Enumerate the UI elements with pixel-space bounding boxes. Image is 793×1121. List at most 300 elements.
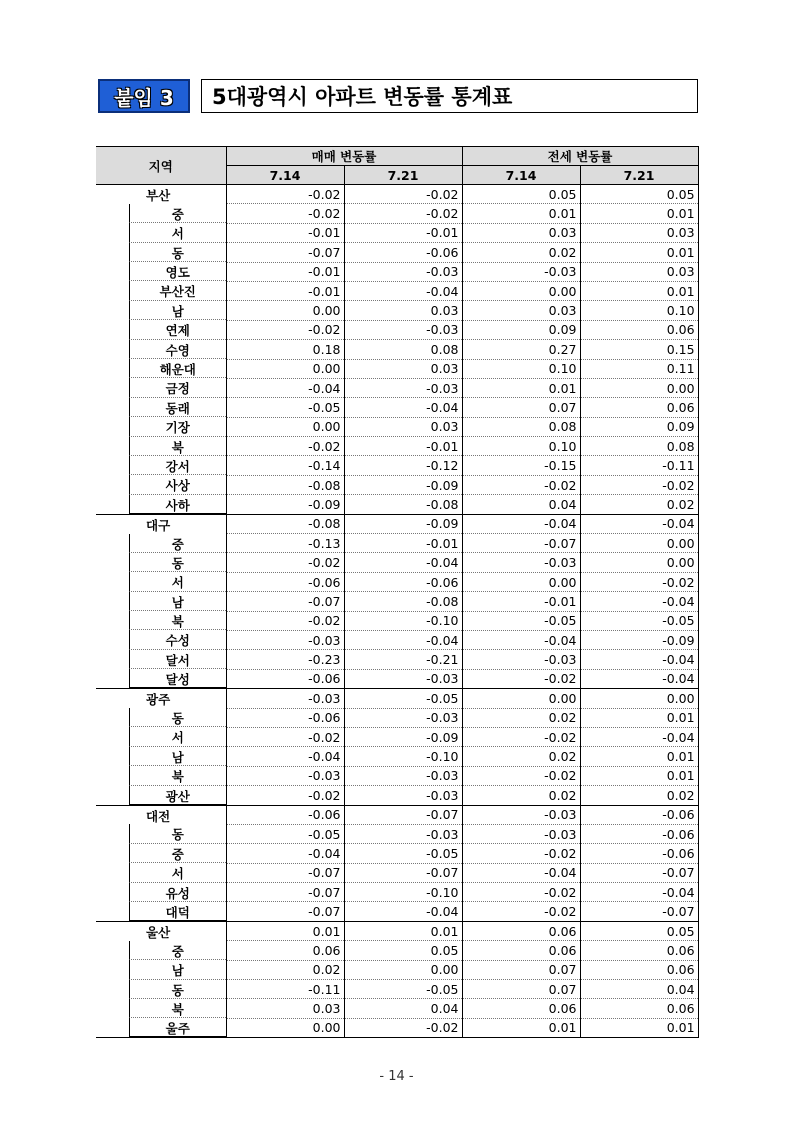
value-cell: -0.01 [226,281,344,300]
value-cell: 0.08 [344,340,462,359]
value-cell: -0.01 [226,223,344,242]
value-cell: -0.03 [226,630,344,649]
value-cell: 0.01 [226,921,344,940]
value-cell: 0.15 [580,340,698,359]
value-cell: 0.00 [226,1018,344,1037]
district-row [96,243,698,262]
district-cell [96,844,226,863]
apartment-change-rate-table [96,146,699,1038]
value-cell: -0.02 [462,766,580,785]
value-cell: -0.04 [226,378,344,397]
value-cell: -0.04 [344,902,462,921]
value-cell: -0.07 [580,863,698,882]
value-cell: -0.02 [226,320,344,339]
value-cell: 0.00 [462,281,580,300]
district-cell [96,359,226,378]
value-cell: -0.01 [462,592,580,611]
city-name: 대구 [146,517,171,533]
title-row [98,79,698,113]
value-cell: 0.06 [462,999,580,1018]
value-cell: -0.02 [462,902,580,921]
value-cell: -0.03 [344,766,462,785]
value-cell: 0.05 [580,185,698,204]
value-cell: -0.02 [226,437,344,456]
value-cell: -0.02 [462,844,580,863]
district-row [96,281,698,300]
value-cell: 0.00 [580,534,698,553]
district-name: 남 [171,749,184,765]
value-cell: -0.04 [580,669,698,688]
district-name: 유성 [165,885,190,901]
district-row [96,475,698,494]
district-name: 해운대 [159,362,196,378]
district-name: 중 [171,206,184,222]
district-cell [96,417,226,436]
district-name: 동 [171,982,184,998]
district-name: 강서 [165,458,190,474]
date-header: 7.14 [462,166,580,185]
district-name: 남 [171,963,184,979]
value-cell: -0.04 [344,398,462,417]
value-cell: 0.04 [344,999,462,1018]
district-name: 남 [171,594,184,610]
district-cell [96,223,226,242]
city-row [96,185,698,204]
value-cell: -0.07 [226,243,344,262]
district-cell [96,592,226,611]
value-cell: -0.07 [226,902,344,921]
district-row [96,378,698,397]
district-name: 동래 [165,400,190,416]
value-cell: -0.06 [580,824,698,843]
value-cell: -0.02 [226,204,344,223]
date-header: 7.21 [580,166,698,185]
value-cell: -0.04 [344,630,462,649]
value-cell: 0.07 [462,980,580,999]
region-header: 지역 [96,147,226,185]
district-row [96,650,698,669]
district-cell [96,999,226,1018]
district-cell [96,301,226,320]
district-name: 금정 [165,381,190,397]
value-cell: 0.01 [580,708,698,727]
district-row [96,437,698,456]
district-row [96,553,698,572]
city-cell [96,921,226,940]
district-cell [96,1018,226,1037]
district-name: 기장 [165,420,190,436]
district-row [96,534,698,553]
district-cell [96,340,226,359]
value-cell: -0.03 [344,708,462,727]
value-cell: -0.03 [344,262,462,281]
value-cell: -0.02 [344,204,462,223]
district-row [96,320,698,339]
value-cell: -0.03 [462,824,580,843]
value-cell: -0.10 [344,747,462,766]
value-cell: -0.01 [344,437,462,456]
value-cell: -0.05 [580,611,698,630]
city-row [96,514,698,533]
value-cell: 0.03 [344,301,462,320]
value-cell: -0.06 [344,572,462,591]
district-cell [96,747,226,766]
city-cell [96,514,226,533]
page-title: 5대광역시 아파트 변동률 통계표 [201,79,698,113]
district-row [96,708,698,727]
value-cell: 0.02 [462,243,580,262]
district-cell [96,262,226,281]
district-name: 연제 [165,323,190,339]
district-row [96,766,698,785]
appendix-badge: 붙임 3 [98,79,190,113]
value-cell: -0.06 [344,243,462,262]
district-row [96,1018,698,1037]
district-row [96,592,698,611]
district-cell [96,960,226,979]
value-cell: 0.03 [580,223,698,242]
value-cell: 0.03 [462,223,580,242]
value-cell: -0.07 [580,902,698,921]
district-name: 사상 [165,478,190,494]
value-cell: 0.01 [462,204,580,223]
value-cell: -0.06 [226,805,344,824]
value-cell: 0.06 [226,941,344,960]
district-cell [96,669,226,688]
value-cell: 0.04 [462,495,580,514]
district-row [96,727,698,746]
value-cell: 0.03 [226,999,344,1018]
district-name: 북 [171,769,184,785]
city-cell [96,185,226,204]
district-cell [96,824,226,843]
district-name: 동 [171,827,184,843]
district-name: 부산진 [159,284,196,300]
value-cell: 0.00 [344,960,462,979]
value-cell: -0.13 [226,534,344,553]
value-cell: -0.04 [580,883,698,902]
city-row [96,805,698,824]
value-cell: 0.05 [580,921,698,940]
value-cell: -0.02 [226,727,344,746]
value-cell: 0.06 [462,921,580,940]
district-cell [96,980,226,999]
date-header: 7.14 [226,166,344,185]
value-cell: -0.02 [462,727,580,746]
value-cell: -0.09 [580,630,698,649]
district-cell [96,398,226,417]
value-cell: -0.04 [344,553,462,572]
value-cell: 0.01 [580,204,698,223]
district-name: 서 [171,866,184,882]
district-cell [96,572,226,591]
value-cell: 0.06 [580,960,698,979]
value-cell: -0.07 [226,883,344,902]
value-cell: -0.04 [462,863,580,882]
district-name: 달성 [165,672,190,688]
date-header: 7.21 [344,166,462,185]
value-cell: -0.05 [344,980,462,999]
district-cell [96,534,226,553]
value-cell: -0.03 [344,824,462,843]
city-row [96,689,698,708]
city-name: 부산 [146,188,171,203]
district-row [96,863,698,882]
district-row [96,223,698,242]
value-cell: -0.23 [226,650,344,669]
district-name: 울주 [165,1021,190,1037]
value-cell: -0.07 [226,863,344,882]
district-cell [96,786,226,805]
value-cell: 0.03 [580,262,698,281]
district-row [96,883,698,902]
value-cell: -0.03 [462,262,580,281]
value-cell: 0.01 [580,766,698,785]
value-cell: -0.02 [226,786,344,805]
value-cell: -0.04 [580,592,698,611]
value-cell: 0.03 [462,301,580,320]
district-row [96,572,698,591]
district-name: 중 [171,846,184,862]
district-cell [96,630,226,649]
value-cell: -0.08 [344,592,462,611]
district-cell [96,902,226,921]
district-name: 수성 [165,633,190,649]
value-cell: -0.05 [462,611,580,630]
value-cell: -0.03 [344,378,462,397]
city-row [96,921,698,940]
value-cell: 0.08 [462,417,580,436]
value-cell: -0.02 [462,475,580,494]
value-cell: -0.03 [226,689,344,708]
value-cell: 0.09 [462,320,580,339]
value-cell: -0.04 [226,747,344,766]
value-cell: -0.08 [226,475,344,494]
district-row [96,824,698,843]
value-cell: 0.06 [580,999,698,1018]
value-cell: -0.03 [344,320,462,339]
value-cell: 0.00 [226,301,344,320]
value-cell: -0.06 [226,708,344,727]
district-name: 북 [171,1001,184,1017]
value-cell: -0.08 [344,495,462,514]
value-cell: 0.01 [580,747,698,766]
value-cell: -0.06 [580,844,698,863]
sale-rate-header: 매매 변동률 [226,147,462,166]
value-cell: -0.04 [226,844,344,863]
district-cell [96,650,226,669]
district-cell [96,437,226,456]
value-cell: -0.03 [462,805,580,824]
value-cell: -0.09 [226,495,344,514]
value-cell: 0.02 [462,786,580,805]
district-name: 서 [171,575,184,591]
value-cell: 0.04 [580,980,698,999]
value-cell: -0.02 [462,669,580,688]
district-name: 중 [171,943,184,959]
district-cell [96,727,226,746]
district-name: 서 [171,226,184,242]
value-cell: 0.05 [344,941,462,960]
value-cell: 0.08 [580,437,698,456]
value-cell: -0.21 [344,650,462,669]
value-cell: 0.01 [462,378,580,397]
city-cell [96,689,226,708]
value-cell: 0.27 [462,340,580,359]
district-row [96,611,698,630]
district-cell [96,204,226,223]
value-cell: -0.06 [580,805,698,824]
value-cell: 0.10 [580,301,698,320]
value-cell: -0.07 [462,534,580,553]
value-cell: -0.06 [226,669,344,688]
value-cell: -0.06 [226,572,344,591]
district-cell [96,281,226,300]
value-cell: 0.10 [462,359,580,378]
district-row [96,204,698,223]
district-cell [96,378,226,397]
value-cell: -0.03 [462,650,580,669]
value-cell: 0.01 [580,281,698,300]
value-cell: 0.00 [462,689,580,708]
district-row [96,417,698,436]
value-cell: -0.05 [344,844,462,863]
district-row [96,902,698,921]
district-row [96,844,698,863]
value-cell: -0.10 [344,611,462,630]
value-cell: 0.01 [462,1018,580,1037]
value-cell: -0.11 [226,980,344,999]
value-cell: -0.07 [344,863,462,882]
value-cell: 0.09 [580,417,698,436]
value-cell: 0.18 [226,340,344,359]
value-cell: -0.09 [344,514,462,533]
district-name: 달서 [165,652,190,668]
value-cell: -0.04 [462,514,580,533]
value-cell: -0.04 [580,514,698,533]
value-cell: 0.00 [226,359,344,378]
district-name: 북 [171,614,184,630]
value-cell: 0.07 [462,960,580,979]
district-name: 수영 [165,342,190,358]
value-cell: 0.01 [344,921,462,940]
district-cell [96,243,226,262]
district-cell [96,863,226,882]
district-cell [96,941,226,960]
district-name: 중 [171,536,184,552]
district-row [96,999,698,1018]
value-cell: -0.07 [344,805,462,824]
value-cell: 0.06 [462,941,580,960]
value-cell: -0.09 [344,475,462,494]
value-cell: -0.02 [344,1018,462,1037]
value-cell: -0.03 [344,786,462,805]
value-cell: -0.12 [344,456,462,475]
value-cell: -0.02 [580,475,698,494]
value-cell: -0.07 [226,592,344,611]
value-cell: 0.06 [580,941,698,960]
value-cell: -0.05 [226,398,344,417]
table-body [96,185,698,1038]
district-name: 동 [171,711,184,727]
value-cell: 0.00 [580,378,698,397]
district-row [96,456,698,475]
district-row [96,980,698,999]
value-cell: -0.02 [226,611,344,630]
value-cell: 0.03 [344,359,462,378]
value-cell: 0.02 [580,786,698,805]
district-row [96,262,698,281]
value-cell: 0.10 [462,437,580,456]
value-cell: -0.03 [344,669,462,688]
value-cell: 0.00 [226,417,344,436]
value-cell: 0.06 [580,320,698,339]
district-row [96,786,698,805]
district-cell [96,708,226,727]
district-cell [96,611,226,630]
district-name: 남 [171,303,184,319]
district-row [96,669,698,688]
district-row [96,398,698,417]
value-cell: -0.04 [580,727,698,746]
district-cell [96,553,226,572]
value-cell: -0.05 [344,689,462,708]
district-row [96,960,698,979]
district-cell [96,320,226,339]
district-cell [96,766,226,785]
district-name: 동 [171,555,184,571]
value-cell: 0.11 [580,359,698,378]
district-row [96,340,698,359]
value-cell: 0.07 [462,398,580,417]
value-cell: -0.04 [580,650,698,669]
value-cell: -0.02 [462,883,580,902]
value-cell: -0.01 [344,223,462,242]
city-name: 울산 [146,924,171,940]
district-row [96,359,698,378]
value-cell: 0.06 [580,398,698,417]
value-cell: -0.02 [226,553,344,572]
value-cell: -0.02 [344,185,462,204]
value-cell: 0.01 [580,243,698,262]
district-name: 광산 [165,788,190,804]
value-cell: -0.08 [226,514,344,533]
district-name: 대덕 [165,904,190,920]
district-name: 영도 [165,265,190,281]
value-cell: -0.11 [580,456,698,475]
district-cell [96,456,226,475]
district-cell [96,475,226,494]
value-cell: -0.03 [462,553,580,572]
value-cell: -0.03 [226,766,344,785]
value-cell: 0.02 [462,708,580,727]
district-name: 서 [171,730,184,746]
district-name: 북 [171,439,184,455]
value-cell: -0.04 [462,630,580,649]
district-name: 동 [171,245,184,261]
district-row [96,630,698,649]
value-cell: 0.03 [344,417,462,436]
value-cell: 0.01 [580,1018,698,1037]
value-cell: -0.02 [226,185,344,204]
value-cell: -0.04 [344,281,462,300]
city-name: 대전 [146,808,171,824]
value-cell: -0.01 [226,262,344,281]
value-cell: -0.09 [344,727,462,746]
value-cell: 0.02 [462,747,580,766]
value-cell: 0.00 [462,572,580,591]
value-cell: 0.02 [580,495,698,514]
